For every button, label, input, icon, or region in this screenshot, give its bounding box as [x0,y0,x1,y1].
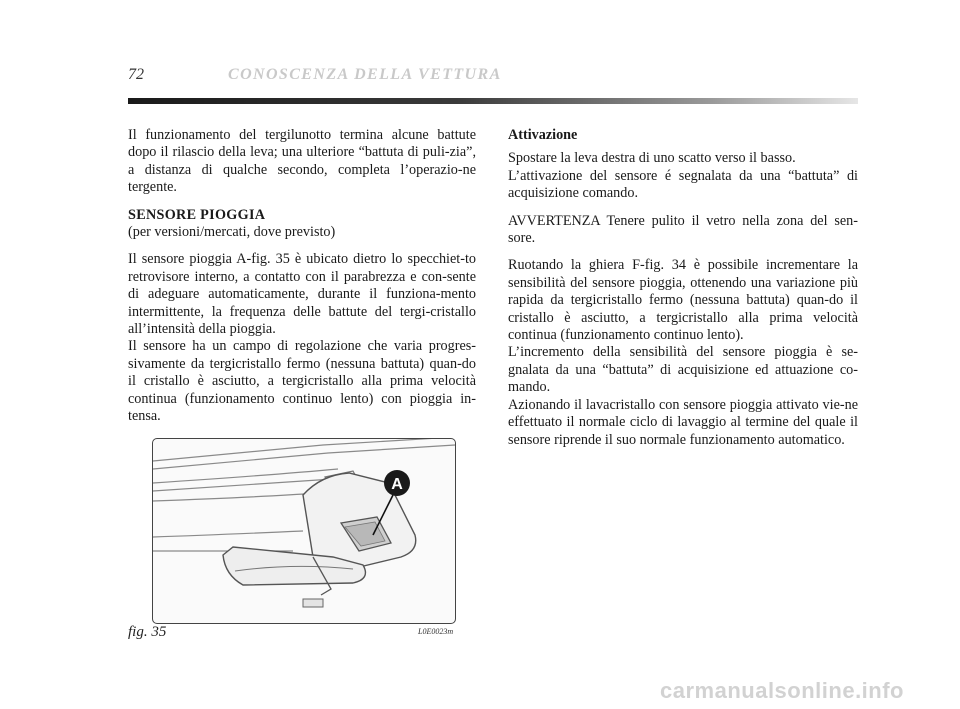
running-title: CONOSCENZA DELLA VETTURA [228,66,502,83]
intro-paragraph: Il funzionamento del tergilunotto termina alcune battute dopo il rilascio della leva; una ulteriore “battuta di puli-zia”, a distanza di qualche secondo, completa l’operazio-ne tergente. [128,127,476,196]
section-heading [128,207,476,242]
page-number: 72 [128,66,144,83]
figure-code: L0E0023m [418,627,454,636]
section-title: SENSORE PIOGGIA [128,206,266,223]
activation-line-1: Spostare la leva destra di uno scatto verso il basso. [508,150,796,167]
callout-a-label: A [391,476,403,493]
sensor-paragraph-1: Il sensore pioggia A-fig. 35 è ubicato dietro lo specchiet-to retrovisore interno, a contatto con il parabrezza e con-sente di adeguare automaticamente, durante il funziona-mento intermittente, la frequenza delle battute del tergi-cristallo all’intensità della pioggia. [128,251,476,338]
header-rule [128,98,858,104]
watermark: carmanualsonline.info [660,678,904,703]
right-column [508,127,858,459]
sensitivity-paragraph: Ruotando la ghiera F-fig. 34 è possibile incrementare la sensibilità del sensore pioggia, ottenendo una variazione più rapida da tergicristallo fermo (nessuna battuta) quan-do il cristallo è asciutto, a tergicristallo alla prima velocità continua (funzionamento continuo lento). [508,257,858,344]
section-subtitle: (per versioni/mercati, dove previsto) [128,224,336,241]
left-column [128,127,476,436]
warning-paragraph: AVVERTENZA Tenere pulito il vetro nella zona del sen-sore. [508,212,858,247]
washer-paragraph: Azionando il lavacristallo con sensore pioggia attivato vie-ne effettuato il normale ciclo di lavaggio al termine del quale il sensore riprende il suo normale funzionamento automatico. [508,396,858,448]
sensitivity-signal-paragraph: L’incremento della sensibilità del sensore pioggia è se-gnalata da una “battuta” di acquisizione ed attuazione co-mando. [508,344,858,396]
sensor-paragraph-2: Il sensore ha un campo di regolazione che varia progres-sivamente da tergicristallo fermo (nessuna battuta) quan-do il cristallo è asciutto, a tergicristallo alla prima velocità continua (funzionamento continuo lento) con pioggia in-tensa. [128,338,476,425]
activation-line-2: L’attivazione del sensore é segnalata da una “battuta” di acquisizione comando. [508,167,858,202]
activation-heading: Attivazione [508,127,578,143]
rain-sensor-illustration [153,439,455,623]
figure-rain-sensor [152,438,456,624]
figure-caption: fig. 35 [128,624,167,640]
